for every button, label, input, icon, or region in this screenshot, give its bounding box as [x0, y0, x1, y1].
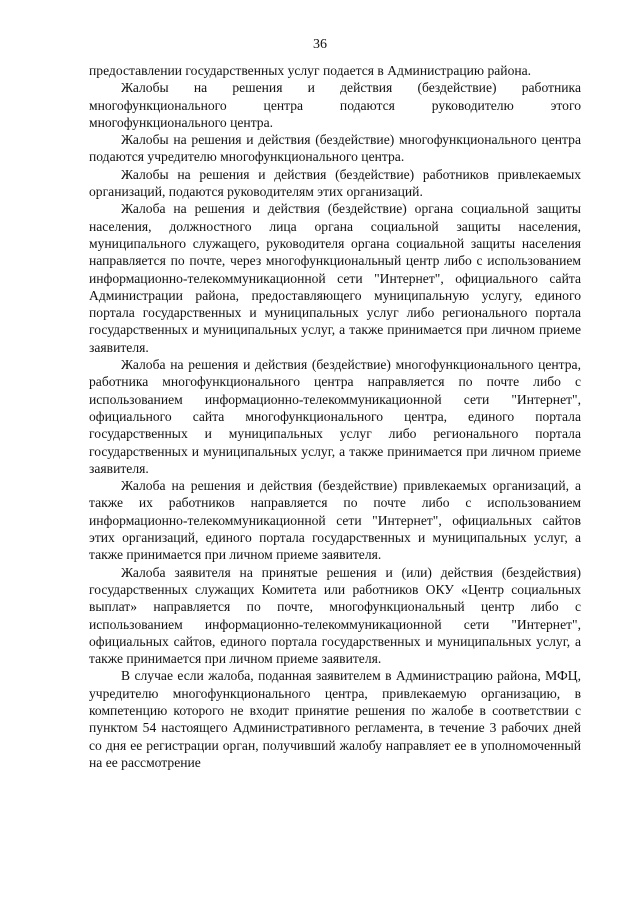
paragraph-organization-complaints: Жалобы на решения и действия (бездействие) работников привлекаемых организаций, подаются руководителям этих организаций.	[89, 166, 581, 200]
paragraph-committee-complaint: Жалоба заявителя на принятые решения и (или) действия (бездействия) государственных служащих Комитета или работников ОКУ «Центр социальных выплат» направляется по почте, многофункциональный центр либо с использованием информационно-телекоммуникационной сети "Интернет", официальных сайтов, единого портала государственных и муниципальных услуг, а также принимается при личном приеме заявителя.	[89, 564, 581, 667]
paragraph-organization-complaint-channels: Жалоба на решения и действия (бездействие) привлекаемых организаций, а также их работников направляется по почте либо с использованием информационно-телекоммуникационной сети "Интернет", официальных сайтов этих организаций, единого портала государственных и муниципальных услуг, а также принимается при личном приеме заявителя.	[89, 478, 581, 563]
paragraph-mfc-worker-complaints: Жалобы на решения и действия (бездействие) работника многофункционального центра подаются руководителю этого многофункционального центра.	[89, 80, 581, 130]
document-body	[89, 62, 581, 771]
page-number: 36	[313, 37, 327, 52]
paragraph-mfc-complaints: Жалобы на решения и действия (бездействие) многофункционального центра подаются учредителю многофункционального центра.	[89, 132, 581, 165]
paragraph-mfc-complaint-channels: Жалоба на решения и действия (бездействие) многофункционального центра, работника многофункционального центра направляется по почте либо с использованием информационно-телекоммуникационной сети "Интернет", официального сайта многофункционального центра, единого портала государственных и муниципальных услуг либо регионального портала государственных и муниципальных услуг, а также принимается при личном приеме заявителя.	[89, 357, 581, 476]
paragraph-social-protection-complaint: Жалоба на решения и действия (бездействие) органа социальной защиты населения, должностного лица органа социальной защиты населения, муниципального служащего, руководителя органа социальной защиты населения направляется по почте, через многофункциональный центр либо с использованием информационно-телекоммуникационной сети "Интернет", официального сайта Администрации района, предоставляющего муниципальную услугу, единого портала государственных и муниципальных услуг либо регионального портала государственных и муниципальных услуг, а также принимается при личном приеме заявителя.	[89, 201, 581, 355]
paragraph-continuation: предоставлении государственных услуг подается в Администрацию района.	[89, 63, 532, 78]
paragraph-redirect-complaint: В случае если жалоба, поданная заявителем в Администрацию района, МФЦ, учредителю многофункционального центра, привлекаемую организацию, в компетенцию которого не входит принятие решения по жалобе в соответствии с пунктом 54 настоящего Административного регламента, в течение 3 рабочих дней со дня ее регистрации орган, получивший жалобу направляет ее в уполномоченный на ее рассмотрение	[89, 668, 581, 770]
